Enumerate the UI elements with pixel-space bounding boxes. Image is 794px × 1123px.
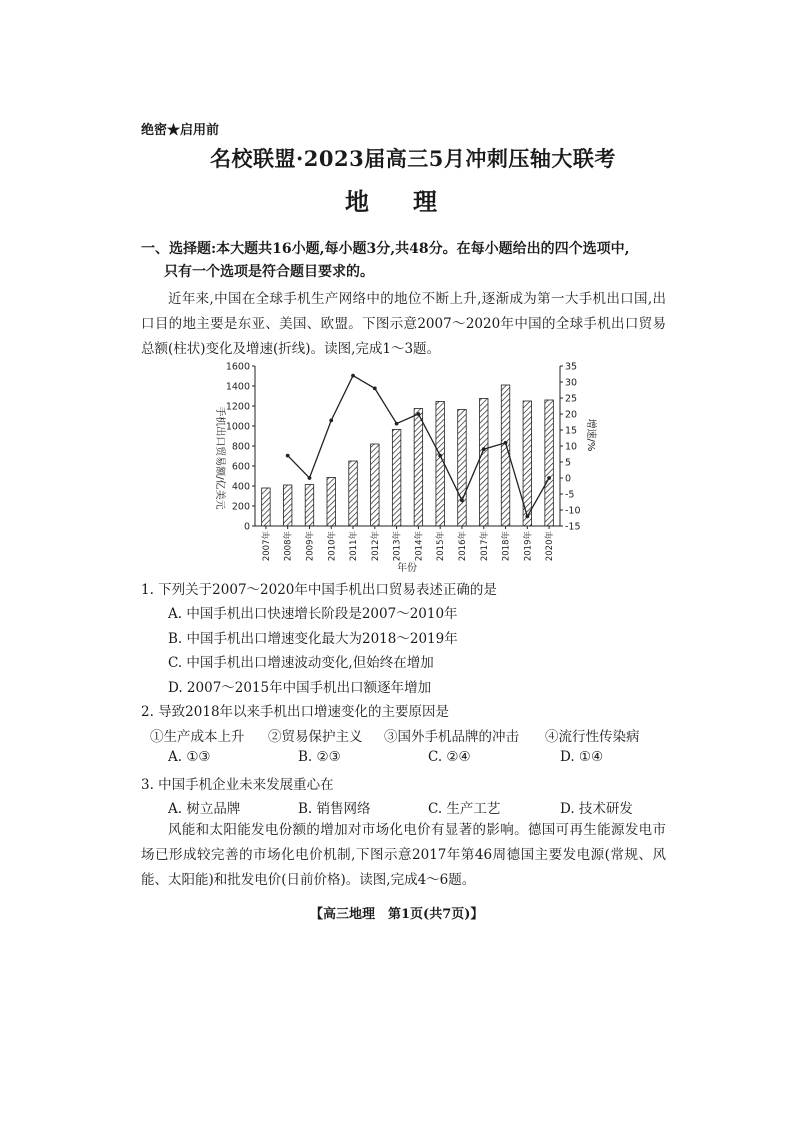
q1-option-d: D. 2007～2015年中国手机出口额逐年增加	[168, 680, 432, 696]
bar	[283, 485, 292, 526]
x-tick-label: 2008年	[283, 531, 294, 562]
bar	[305, 485, 314, 527]
q1-option-c: C. 中国手机出口增速波动变化,但始终在增加	[168, 655, 434, 671]
secret-label: 绝密★启用前	[141, 123, 220, 138]
subject-title: 地理	[345, 187, 481, 216]
x-tick-label: 2011年	[349, 531, 360, 562]
q1-option-b: B. 中国手机出口增速变化最大为2018～2019年	[168, 631, 458, 647]
y2-tick-label: 25	[565, 393, 578, 405]
section-header-line1: 一、选择题:本大题共16小题,每小题3分,共48分。在每小题给出的四个选项中,	[141, 241, 630, 257]
x-tick-label: 2016年	[457, 531, 468, 562]
growth-point	[329, 419, 333, 423]
q2-option-b: B. ②③	[298, 749, 341, 765]
question-3-stem: 3. 中国手机企业未来发展重心在	[141, 777, 334, 793]
x-axis-label: 年份	[397, 563, 417, 573]
growth-point	[438, 454, 442, 458]
page-footer: 【高三地理 第1页(共7页)】	[310, 907, 484, 922]
question-1-stem: 1. 下列关于2007～2020年中国手机出口贸易表述正确的是	[141, 582, 497, 598]
q2-factor-2: ②贸易保护主义	[268, 729, 363, 745]
q1-option-a: A. 中国手机出口快速增长阶段是2007～2010年	[168, 606, 458, 622]
bar	[545, 400, 554, 526]
x-tick-label: 2015年	[436, 531, 447, 562]
q2-factor-4: ④流行性传染病	[545, 729, 640, 745]
x-tick-label: 2010年	[327, 531, 338, 562]
q3-option-c: C. 生产工艺	[428, 801, 501, 817]
y2-tick-label: 30	[565, 377, 578, 389]
y2-tick-label: -10	[565, 505, 581, 517]
growth-point	[525, 515, 529, 519]
q3-option-b: B. 销售网络	[298, 801, 371, 817]
growth-point	[482, 447, 486, 451]
y2-tick-label: 5	[565, 457, 572, 469]
section-header-line2: 只有一个选项是符合题目要求的。	[164, 264, 374, 280]
x-tick-label: 2007年	[261, 531, 272, 562]
y2-ticks	[560, 362, 581, 533]
x-tick-label: 2020年	[545, 531, 556, 562]
bar	[371, 444, 380, 526]
growth-point	[395, 422, 399, 426]
y-tick-label: 1200	[225, 401, 250, 413]
growth-point	[373, 387, 377, 391]
y-tick-label: 800	[231, 441, 250, 453]
bar	[458, 410, 467, 527]
q3-option-a: A. 树立品牌	[168, 801, 241, 817]
y2-tick-label: -5	[565, 489, 575, 501]
y-tick-label: 600	[231, 461, 250, 473]
y-tick-label: 1400	[225, 381, 250, 393]
y2-axis-label: 增速/%	[585, 418, 596, 452]
growth-point	[351, 374, 355, 378]
q2-factor-3: ③国外手机品牌的冲击	[384, 729, 519, 745]
x-tick-label: 2012年	[370, 531, 381, 562]
x-tick-label: 2009年	[305, 531, 316, 562]
x-tick-label: 2018年	[501, 531, 512, 562]
y-tick-label: 200	[231, 501, 250, 513]
x-tick-label: 2017年	[479, 531, 490, 562]
y-axis-label: 手机出口贸易额/亿美元	[214, 406, 225, 510]
bar	[327, 478, 336, 527]
bar	[436, 402, 445, 527]
growth-point	[460, 499, 464, 503]
bar	[392, 430, 401, 527]
x-tick-label: 2014年	[414, 531, 425, 562]
y-tick-label: 1600	[225, 361, 250, 373]
growth-point	[504, 441, 508, 445]
y-tick-label: 1000	[225, 421, 250, 433]
intro-paragraph-1: 近年来,中国在全球手机生产网络中的地位不断上升,逐渐成为第一大手机出口国,出口目的地主要是东亚、美国、欧盟。下图示意2007～2020年中国的全球手机出口贸易总额(柱状)变化及增速(折线)。读图,完成1～3题。	[141, 291, 666, 357]
bar	[349, 461, 358, 526]
x-tick-labels	[261, 526, 555, 561]
y-ticks	[226, 362, 255, 533]
x-tick-label: 2019年	[523, 531, 534, 562]
bar	[262, 488, 271, 526]
q2-factor-1: ①生产成本上升	[150, 729, 245, 745]
question-2-stem: 2. 导致2018年以来手机出口增速变化的主要原因是	[141, 704, 450, 720]
y2-tick-label: 20	[565, 409, 578, 421]
exam-title: 名校联盟·2023届高三5月冲刺压轴大联考	[210, 146, 616, 171]
growth-point	[416, 412, 420, 416]
y2-tick-label: 10	[565, 441, 578, 453]
bar	[414, 409, 423, 527]
y-tick-label: 400	[231, 481, 250, 493]
q2-option-c: C. ②④	[428, 749, 471, 765]
phone-export-chart	[205, 358, 600, 573]
y2-tick-label: -15	[565, 521, 581, 533]
section-header	[141, 238, 666, 284]
y-tick-label: 0	[243, 521, 250, 533]
y2-tick-label: 15	[565, 425, 578, 437]
y2-tick-label: 0	[565, 473, 572, 485]
intro-paragraph-2: 风能和太阳能发电份额的增加对市场化电价有显著的影响。德国可再生能源发电市场已形成较完善的市场化电价机制,下图示意2017年第46周德国主要发电源(常规、风能、太阳能)和批发电价(日前价格)。读图,完成4～6题。	[141, 822, 666, 888]
q2-option-a: A. ①③	[168, 749, 211, 765]
x-tick-label: 2013年	[392, 531, 403, 562]
growth-point	[286, 454, 290, 458]
bar	[501, 385, 510, 526]
bar	[480, 399, 489, 527]
growth-point	[547, 476, 551, 480]
q2-option-d: D. ①④	[560, 749, 604, 765]
q3-option-d: D. 技术研发	[560, 801, 633, 817]
y2-tick-label: 35	[565, 361, 578, 373]
growth-point	[308, 476, 312, 480]
